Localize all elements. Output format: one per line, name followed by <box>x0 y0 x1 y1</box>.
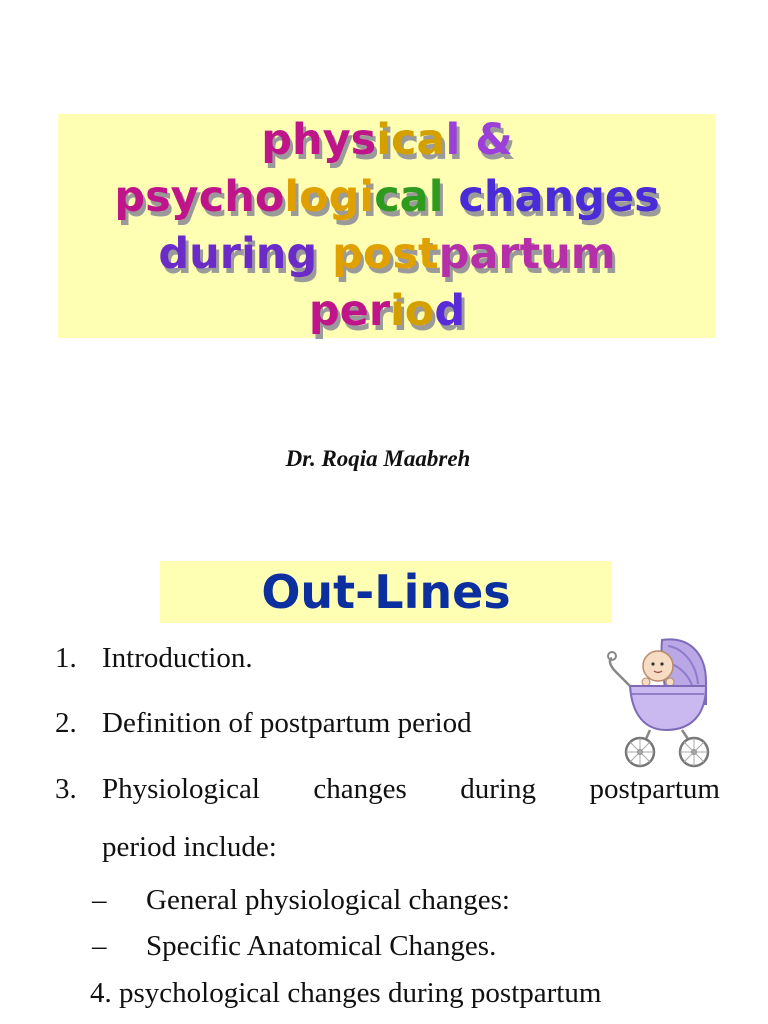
outline-heading: Out-Lines <box>261 565 511 619</box>
title-seg: d <box>434 286 466 336</box>
bullet-dash: – <box>92 930 107 962</box>
baby-carriage-icon <box>602 632 714 772</box>
word: Physiological <box>102 773 260 805</box>
title-seg: cal <box>374 172 459 222</box>
title-seg: per <box>308 286 391 336</box>
word: postpartum <box>589 773 720 805</box>
list-item: Definition of postpartum period <box>102 707 472 739</box>
author-name: Dr. Roqia Maabreh <box>285 446 471 471</box>
list-item <box>102 773 720 806</box>
item-number: 1. <box>55 642 77 674</box>
bullet-dash: – <box>92 884 107 916</box>
item-number: 3. <box>55 773 77 805</box>
title-seg: logi <box>284 172 375 222</box>
title-seg: changes <box>458 172 660 222</box>
title-seg: post <box>332 229 439 279</box>
title-seg: ica <box>376 115 446 165</box>
item-number: 2. <box>55 707 77 739</box>
title-seg: phys <box>261 115 377 165</box>
title-seg: psycho <box>114 172 285 222</box>
title-seg: during <box>158 229 333 279</box>
title-seg: partum <box>438 229 616 279</box>
list-item: 4. psychological changes during postpartum <box>90 977 602 1009</box>
word: changes <box>313 773 407 805</box>
sub-item: Specific Anatomical Changes. <box>146 930 497 962</box>
title-seg: l & <box>445 115 513 165</box>
word: during <box>460 773 536 805</box>
list-item: Introduction. <box>102 642 253 674</box>
list-item-continuation: period include: <box>102 831 277 863</box>
title-seg: io <box>390 286 435 336</box>
sub-item: General physiological changes: <box>146 884 510 916</box>
